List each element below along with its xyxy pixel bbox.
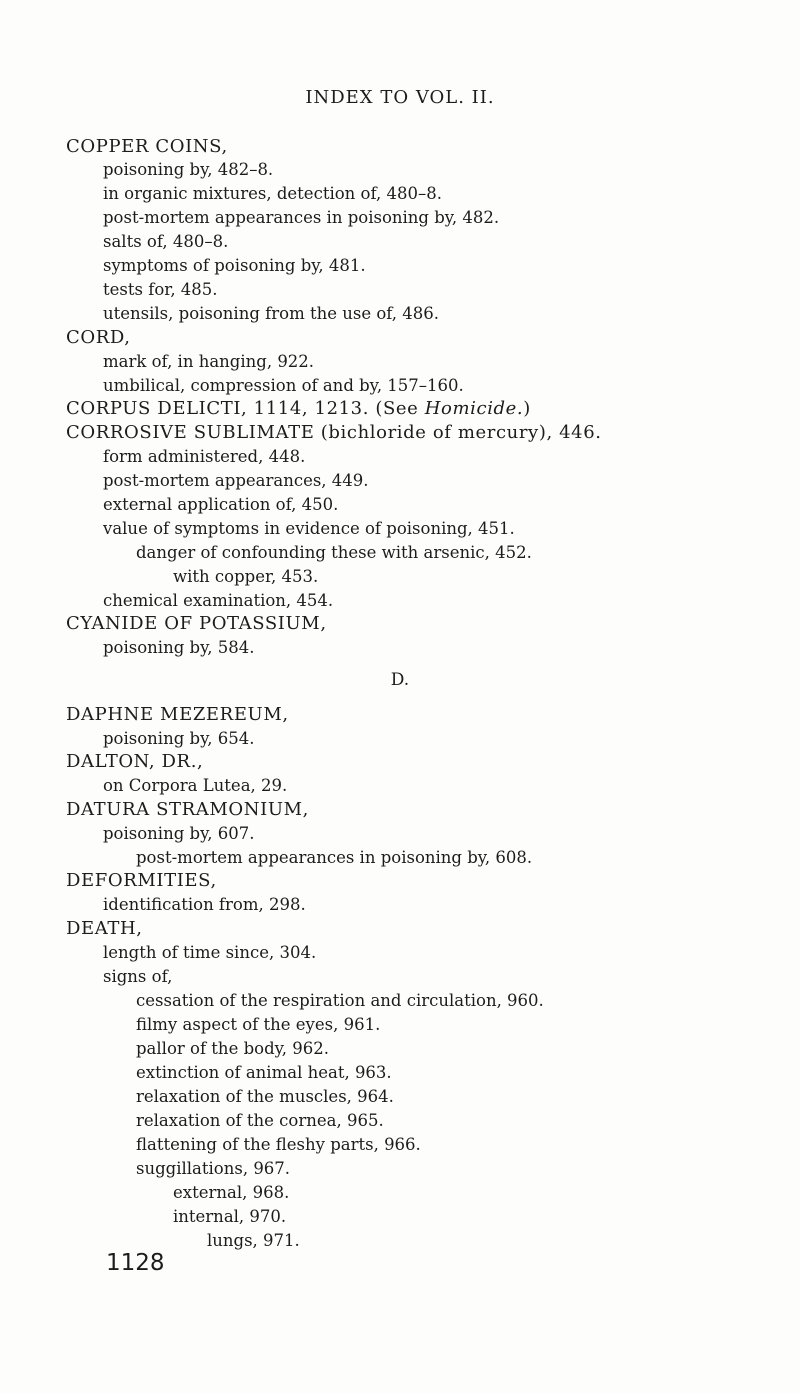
index-subentry: poisoning by, 607. (103, 824, 255, 843)
index-subentry: lungs, 971. (207, 1231, 300, 1250)
index-subentry: salts of, 480–8. (103, 232, 229, 251)
heading-text-end: ) (523, 398, 531, 419)
index-subentry: danger of confounding these with arsenic, 452. (136, 543, 532, 562)
index-subentry: in organic mixtures, detection of, 480–8. (103, 184, 442, 203)
index-subentry: pallor of the body, 962. (136, 1039, 329, 1058)
index-subentry: value of symptoms in evidence of poisoning, 451. (103, 519, 515, 538)
running-header: INDEX TO VOL. II. (305, 87, 495, 108)
index-subentry: extinction of animal heat, 963. (136, 1063, 392, 1082)
index-subentry: post-mortem appearances in poisoning by, 482. (103, 208, 500, 227)
index-subentry: post-mortem appearances in poisoning by, 608. (136, 848, 533, 867)
index-heading: DALTON, DR., (66, 751, 204, 772)
index-subentry: identification from, 298. (103, 895, 306, 914)
index-subentry: umbilical, compression of and by, 157–160. (103, 376, 464, 395)
index-heading: DATURA STRAMONIUM, (66, 799, 309, 820)
index-subentry: poisoning by, 654. (103, 729, 255, 748)
index-subentry: signs of, (103, 967, 173, 986)
index-subentry: post-mortem appearances, 449. (103, 471, 369, 490)
index-heading: COPPER COINS, (66, 136, 228, 157)
index-heading: CYANIDE OF POTASSIUM, (66, 613, 327, 634)
index-heading: CORROSIVE SUBLIMATE (bichloride of mercury), 446. (66, 422, 602, 443)
page-number: 1128 (106, 1250, 165, 1276)
index-subentry: length of time since, 304. (103, 943, 317, 962)
index-subentry: mark of, in hanging, 922. (103, 352, 315, 371)
index-subentry: filmy aspect of the eyes, 961. (136, 1015, 381, 1034)
index-subentry: relaxation of the cornea, 965. (136, 1111, 384, 1130)
heading-text: CORPUS DELICTI, 1114, 1213. (See (66, 398, 425, 419)
index-heading: DEATH, (66, 918, 143, 939)
index-heading: CORD, (66, 327, 131, 348)
section-letter: D. (390, 670, 410, 690)
index-subentry: poisoning by, 482–8. (103, 160, 274, 179)
index-subentry: chemical examination, 454. (103, 591, 334, 610)
index-heading: DEFORMITIES, (66, 870, 217, 891)
index-subentry: form administered, 448. (103, 447, 306, 466)
index-subentry: external application of, 450. (103, 495, 339, 514)
index-subentry: with copper, 453. (173, 567, 319, 586)
index-heading: DAPHNE MEZEREUM, (66, 704, 289, 725)
index-subentry: utensils, poisoning from the use of, 486. (103, 304, 440, 323)
index-subentry: symptoms of poisoning by, 481. (103, 256, 366, 275)
index-subentry: suggillations, 967. (136, 1159, 291, 1178)
index-subentry: poisoning by, 584. (103, 638, 255, 657)
index-subentry: relaxation of the muscles, 964. (136, 1087, 394, 1106)
index-subentry: flattening of the fleshy parts, 966. (136, 1135, 421, 1154)
index-subentry: cessation of the respiration and circulation, 960. (136, 991, 544, 1010)
index-subentry: on Corpora Lutea, 29. (103, 776, 288, 795)
index-subentry: external, 968. (173, 1183, 290, 1202)
cross-reference: Homicide. (424, 398, 524, 419)
index-subentry: tests for, 485. (103, 280, 218, 299)
index-heading (66, 397, 531, 421)
index-subentry: internal, 970. (173, 1207, 287, 1226)
